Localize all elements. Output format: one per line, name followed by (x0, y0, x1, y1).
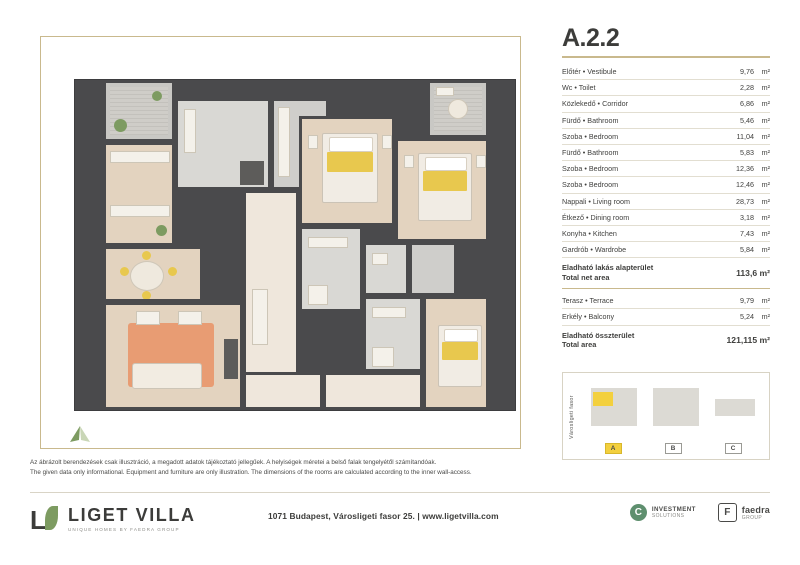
disclaimer-hu: Az ábrázolt berendezések csak illusztráció, a megadott adatok tájékoztató jellegűek. A helyiségek méretei a belső falak tengelyétől számítandóak. (30, 459, 437, 466)
logo-mark-icon (30, 503, 60, 535)
room-bedroom-2 (395, 138, 489, 242)
room-entry (243, 372, 323, 410)
room-area: 5,84 (702, 242, 754, 258)
grand-total-label (562, 325, 702, 355)
leaf-icon (45, 506, 58, 530)
extra-unit: m² (754, 309, 770, 325)
tab-building-c[interactable]: C (725, 443, 742, 454)
partner-text (652, 506, 696, 519)
kitchen-island (110, 205, 170, 217)
net-total-label (562, 258, 702, 289)
logo-letter: L (30, 505, 45, 535)
disclaimer-en: The given data only informational. Equipment and furniture are only illustration. The dimensions of the rooms are calculated according to the inner wall-access. (30, 469, 472, 477)
net-total-label-hu: Eladható lakás alapterület (562, 263, 654, 273)
room-area: 5,46 (702, 112, 754, 128)
armchair (136, 311, 160, 325)
outdoor-table (448, 99, 468, 119)
kitchen-counter (110, 151, 170, 163)
plant-icon (156, 225, 167, 236)
floorplan-area (30, 28, 540, 458)
room-vestibule (175, 98, 271, 190)
wardrobe (252, 289, 268, 345)
room-unit: m² (754, 64, 770, 80)
room-hall-south (323, 372, 423, 410)
footer-contact[interactable]: 1071 Budapest, Városligeti fasor 25. | www.ligetvilla.com (268, 511, 499, 521)
faedra-icon: F (718, 503, 737, 522)
room-unit: m² (754, 225, 770, 241)
room-toilet (363, 242, 409, 296)
room-name: Előtér • Vestibule (562, 64, 702, 80)
extra-area: 5,24 (702, 309, 754, 325)
grand-total-label-en: Total area (562, 340, 597, 350)
room-unit: m² (754, 80, 770, 96)
room-bathroom-1 (299, 226, 363, 312)
partner-line2: SOLUTIONS (651, 513, 685, 519)
table-row (562, 177, 770, 193)
vanity (308, 237, 348, 248)
apartment-drawing (75, 80, 515, 410)
table-row (562, 225, 770, 241)
highlighted-unit (593, 392, 613, 406)
room-name: Szoba • Bedroom (562, 177, 702, 193)
room-name: Konyha • Kitchen (562, 225, 702, 241)
shower (308, 285, 328, 305)
nightstand (308, 135, 318, 149)
net-total-value: 113,6 m² (702, 258, 770, 289)
logo-text (68, 506, 196, 532)
table-row (562, 96, 770, 112)
bed (322, 133, 378, 203)
tab-building-b[interactable]: B (665, 443, 682, 454)
building-key-map (562, 372, 770, 460)
room-area: 3,18 (702, 209, 754, 225)
street-label: Városligeti fasor (569, 395, 575, 439)
armchair (178, 311, 202, 325)
room-area: 28,73 (702, 193, 754, 209)
table-row (562, 193, 770, 209)
room-name: Nappali • Living room (562, 193, 702, 209)
room-storage (409, 242, 457, 296)
net-total-label-en: Total net area (562, 273, 610, 283)
partner-text (742, 505, 770, 521)
room-unit: m² (754, 209, 770, 225)
key-block-c[interactable] (715, 399, 755, 416)
media-unit (224, 339, 238, 379)
room-name: Szoba • Bedroom (562, 161, 702, 177)
room-name: Gardrób • Wardrobe (562, 242, 702, 258)
dining-table (130, 261, 164, 291)
room-kitchen (103, 142, 175, 246)
room-area: 11,04 (702, 128, 754, 144)
partner-line2: GROUP (741, 514, 763, 521)
table-row (562, 144, 770, 160)
vanity (372, 307, 406, 318)
chair (142, 251, 151, 260)
room-dining (103, 246, 203, 302)
info-panel (562, 26, 770, 355)
chair (120, 267, 129, 276)
room-bedroom-1 (299, 116, 395, 226)
room-balcony (427, 80, 489, 138)
closet-run (278, 107, 290, 177)
chair (142, 291, 151, 300)
extra-unit: m² (754, 289, 770, 309)
plant-icon (114, 119, 127, 132)
nightstand (404, 155, 414, 168)
plant-icon (152, 91, 162, 101)
room-living (103, 302, 243, 410)
table-row (562, 209, 770, 225)
grand-total-value: 121,115 m² (726, 335, 770, 346)
bathtub (372, 347, 394, 367)
table-row (562, 309, 770, 325)
table-row (562, 289, 770, 309)
sofa (132, 363, 202, 389)
room-unit: m² (754, 242, 770, 258)
table-row (562, 80, 770, 96)
room-terrace (103, 80, 175, 142)
table-row (562, 242, 770, 258)
room-unit: m² (754, 177, 770, 193)
nightstand (476, 155, 486, 168)
room-bathroom-2 (363, 296, 423, 372)
footer-divider (30, 492, 770, 493)
outdoor-bench (436, 87, 454, 96)
room-name: Fürdő • Bathroom (562, 144, 702, 160)
extra-area: 9,79 (702, 289, 754, 309)
room-unit: m² (754, 161, 770, 177)
plan-code-rule (562, 56, 770, 58)
partner-line1: faedra (741, 504, 770, 515)
table-row (562, 161, 770, 177)
tab-building-a[interactable]: A (605, 443, 622, 454)
logo-name: LIGET VILLA (68, 505, 196, 525)
partner-investment-solutions (630, 504, 696, 521)
room-area: 7,43 (702, 225, 754, 241)
room-area: 9,76 (702, 64, 754, 80)
room-schedule-table (562, 64, 770, 355)
table-row (562, 128, 770, 144)
room-unit: m² (754, 144, 770, 160)
room-unit: m² (754, 112, 770, 128)
room-name: Szoba • Bedroom (562, 128, 702, 144)
room-name: Étkező • Dining room (562, 209, 702, 225)
logo-tagline: UNIQUE HOMES BY FAEDRA GROUP (68, 527, 180, 532)
table-row (562, 64, 770, 80)
key-block-b[interactable] (653, 388, 699, 426)
room-bedroom-3 (423, 296, 489, 410)
wc-fixture (372, 253, 388, 265)
building-tabs (583, 443, 763, 454)
key-block-a[interactable] (591, 388, 637, 426)
room-unit: m² (754, 96, 770, 112)
room-unit: m² (754, 193, 770, 209)
room-name: Közlekedő • Corridor (562, 96, 702, 112)
investment-solutions-icon: C (630, 504, 647, 521)
grand-total-label-hu: Eladható összterület (562, 330, 635, 340)
north-arrow-icon (66, 420, 96, 450)
room-area: 12,36 (702, 161, 754, 177)
partner-faedra-group (718, 503, 770, 522)
room-area: 2,28 (702, 80, 754, 96)
extra-name: Terasz • Terrace (562, 289, 702, 309)
bed (418, 153, 472, 221)
room-area: 6,86 (702, 96, 754, 112)
table-row (562, 112, 770, 128)
room-name: Fürdő • Bathroom (562, 112, 702, 128)
room-area: 5,83 (702, 144, 754, 160)
partner-logos (630, 503, 770, 522)
room-unit: m² (754, 128, 770, 144)
plan-code: A.2.2 (562, 24, 620, 52)
room-name: Wc • Toilet (562, 80, 702, 96)
grand-total-row (562, 325, 770, 355)
partner-line1: INVESTMENT (651, 506, 696, 513)
chair (168, 267, 177, 276)
net-total-row (562, 258, 770, 289)
bed (438, 325, 482, 387)
cabinet (184, 109, 196, 153)
liget-villa-logo (30, 503, 196, 535)
furniture-block (240, 161, 264, 185)
nightstand (382, 135, 392, 149)
extra-name: Erkély • Balcony (562, 309, 702, 325)
key-map-blocks (583, 381, 763, 433)
disclaimer (30, 458, 550, 479)
room-area: 12,46 (702, 177, 754, 193)
